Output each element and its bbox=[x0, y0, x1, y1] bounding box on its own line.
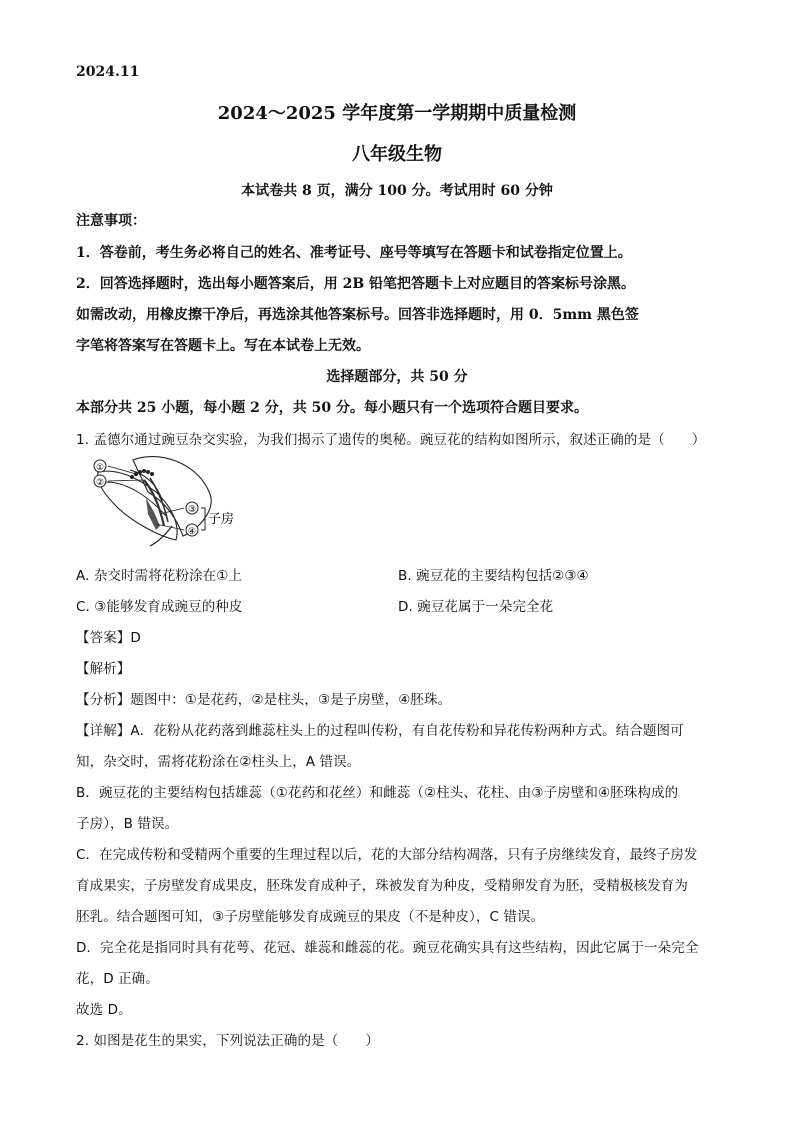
exam-info: 本试卷共 8 页，满分 100 分。考试用时 60 分钟 bbox=[241, 183, 553, 199]
detail-line-10: 故选 D。 bbox=[76, 1002, 132, 1018]
analysis: 【分析】题图中：①是花药，②是柱头，③是子房壁，④胚珠。 bbox=[76, 692, 452, 708]
detail-line-7: 胚乳。结合题图可知，③子房壁能够发育成豌豆的果皮（不是种皮），C 错误。 bbox=[76, 909, 545, 925]
detail-line-9: 花，D 正确。 bbox=[76, 971, 159, 987]
analysis-label: 【解析】 bbox=[76, 661, 131, 677]
detail-line-8: D．完全花是指同时具有花萼、花冠、雄蕊和雌蕊的花。豌豆花确实具有这些结构，因此它属于一朵完全 bbox=[76, 940, 699, 956]
notes-line-1: 1．答卷前，考生务必将自己的姓名、准考证号、座号等填写在答题卡和试卷指定位置上。 bbox=[76, 245, 632, 261]
exam-date: 2024.11 bbox=[76, 64, 140, 80]
label-4: ④ bbox=[187, 527, 197, 537]
option-d: D. 豌豆花属于一朵完全花 bbox=[398, 599, 554, 615]
question-1-stem: 1. 孟德尔通过豌豆杂交实验，为我们揭示了遗传的奥秘。豌豆花的结构如图所示，叙述正确的是（ ） bbox=[76, 432, 706, 448]
section-title: 选择题部分，共 50 分 bbox=[326, 369, 468, 385]
answer: 【答案】D bbox=[76, 630, 141, 646]
exam-title: 2024～2025 学年度第一学期期中质量检测 bbox=[217, 103, 577, 124]
detail-line-5: C．在完成传粉和受精两个重要的生理过程以后，花的大部分结构凋落，只有子房继续发育，最终子房发 bbox=[76, 847, 698, 863]
detail-line-1: 【详解】A．花粉从花药落到雌蕊柱头上的过程叫传粉，有自花传粉和异花传粉两种方式。结合题图可 bbox=[76, 723, 684, 739]
pea-flower-figure bbox=[88, 452, 248, 548]
detail-line-4: 子房），B 错误。 bbox=[76, 816, 179, 832]
notes-line-4: 字笔将答案写在答题卡上。写在本试卷上无效。 bbox=[76, 338, 370, 354]
detail-line-3: B．豌豆花的主要结构包括雄蕊（①花药和花丝）和雌蕊（②柱头、花柱、由③子房壁和④胚珠构成的 bbox=[76, 785, 679, 801]
label-3: ③ bbox=[187, 505, 197, 515]
notes-line-3: 如需改动，用橡皮擦干净后，再选涂其他答案标号。回答非选择题时，用 0．5mm 黑色签 bbox=[76, 307, 639, 323]
question-2-stem: 2. 如图是花生的果实，下列说法正确的是（ ） bbox=[76, 1033, 380, 1049]
label-1: ① bbox=[95, 463, 105, 473]
option-c: C. ③能够发育成豌豆的种皮 bbox=[76, 599, 243, 615]
notes-heading: 注意事项： bbox=[76, 213, 146, 229]
ovary-label: 子房 bbox=[208, 512, 235, 527]
exam-subtitle: 八年级生物 bbox=[352, 144, 442, 165]
option-b: B. 豌豆花的主要结构包括②③④ bbox=[398, 568, 589, 584]
notes-line-2: 2．回答选择题时，选出每小题答案后，用 2B 铅笔把答题卡上对应题目的答案标号涂黑。 bbox=[76, 276, 636, 292]
detail-line-6: 育成果实，子房壁发育成果皮，胚珠发育成种子，珠被发育为种皮，受精卵发育为胚，受精极核发育为 bbox=[76, 878, 688, 894]
option-a: A. 杂交时需将花粉涂在①上 bbox=[76, 568, 243, 584]
detail-line-2: 知，杂交时，需将花粉涂在②柱头上，A 错误。 bbox=[76, 754, 361, 770]
label-2: ② bbox=[95, 478, 105, 488]
section-desc: 本部分共 25 小题，每小题 2 分，共 50 分。每小题只有一个选项符合题目要求。 bbox=[76, 400, 588, 416]
